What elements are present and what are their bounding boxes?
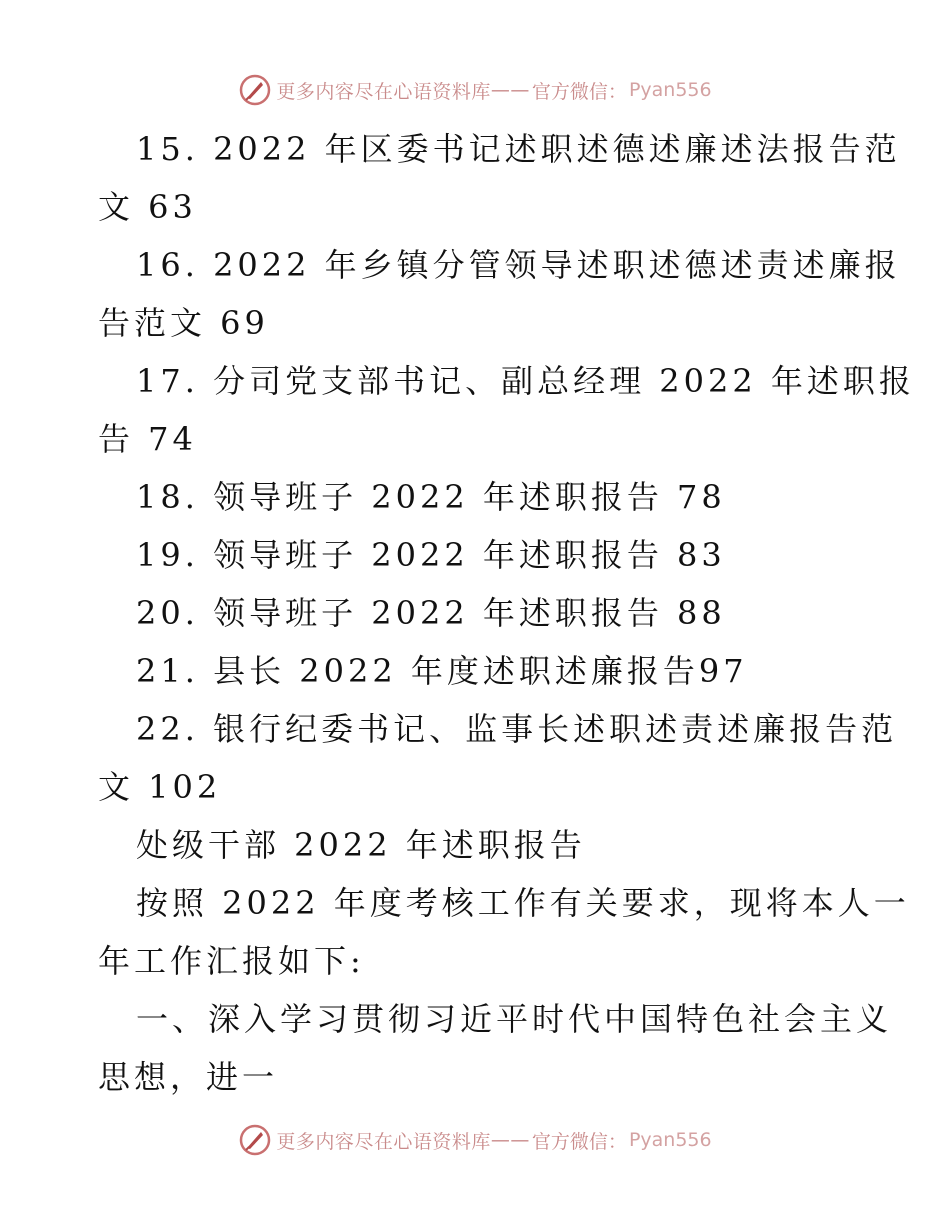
text-line: 按照 2022 年度考核工作有关要求，现将本人一 xyxy=(136,884,910,922)
watermark-text: 更多内容尽在心语资料库 xyxy=(276,80,491,103)
text-line: 20. 领导班子 2022 年述职报告 88 xyxy=(136,594,726,632)
watermark-separator: —— xyxy=(490,1129,530,1151)
text-line: 22. 银行纪委书记、监事长述职述责述廉报告范 xyxy=(136,710,898,748)
text-line: 年工作汇报如下: xyxy=(98,942,365,980)
quill-logo-icon xyxy=(238,1123,272,1157)
text-line: 告范文 69 xyxy=(98,304,269,342)
text-line: 16. 2022 年乡镇分管领导述职述德述责述廉报 xyxy=(136,246,901,284)
watermark-separator: —— xyxy=(490,79,530,101)
watermark-text: 更多内容尽在心语资料库 xyxy=(276,1130,491,1153)
watermark-header xyxy=(0,72,950,108)
watermark-wechat-label: 官方微信： xyxy=(531,80,627,103)
watermark-wechat-id: Pyan556 xyxy=(628,1129,712,1151)
document-body xyxy=(98,120,915,1106)
text-line: 18. 领导班子 2022 年述职报告 78 xyxy=(136,478,726,516)
quill-logo-icon xyxy=(238,73,272,107)
watermark-wechat-label: 官方微信： xyxy=(531,1130,627,1153)
text-line: 17. 分司党支部书记、副总经理 2022 年述职报 xyxy=(136,362,915,400)
text-line: 一、深入学习贯彻习近平时代中国特色社会主义 xyxy=(136,1000,893,1038)
text-line: 文 63 xyxy=(98,188,197,226)
watermark-footer xyxy=(0,1122,950,1158)
watermark-wechat-id: Pyan556 xyxy=(628,79,712,101)
text-line: 思想，进一 xyxy=(98,1058,279,1096)
text-line: 15. 2022 年区委书记述职述德述廉述法报告范 xyxy=(136,130,901,168)
text-line: 19. 领导班子 2022 年述职报告 83 xyxy=(136,536,726,574)
text-line: 文 102 xyxy=(98,768,222,806)
text-line: 告 74 xyxy=(98,420,197,458)
text-line: 处级干部 2022 年述职报告 xyxy=(136,826,586,864)
text-line: 21. 县长 2022 年度述职述廉报告97 xyxy=(136,652,748,690)
